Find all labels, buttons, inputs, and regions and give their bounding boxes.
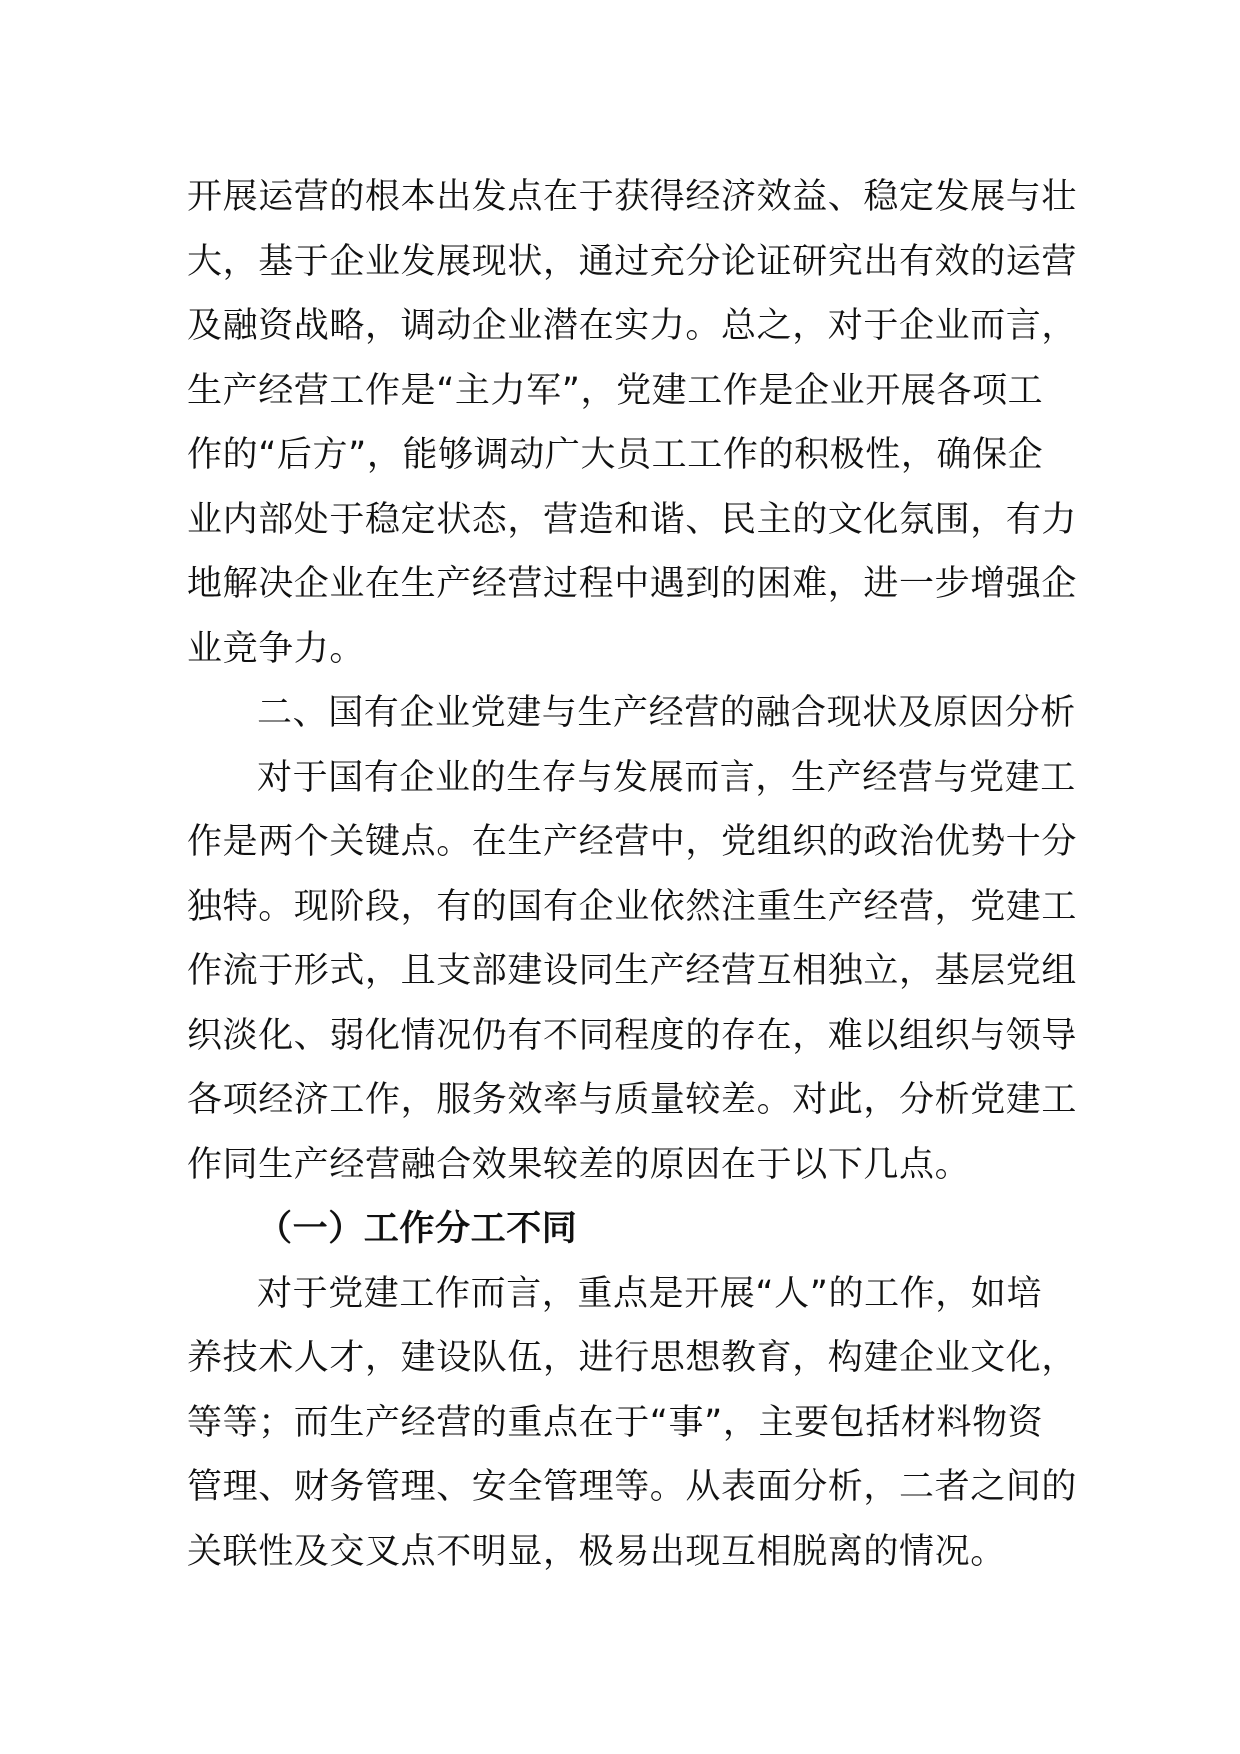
text-line: 等等；而生产经营的重点在于“事”，主要包括材料物资 [187,1402,1044,1443]
text-line: 管理、财务管理、安全管理等。从表面分析，二者之间的 [187,1467,1078,1507]
text-line: 及融资战略，调动企业潜在实力。总之，对于企业而言， [187,306,1078,346]
text-line: 业竞争力。 [187,628,366,669]
text-line: 织淡化、弱化情况仍有不同程度的存在，难以组织与领导 [187,1015,1078,1056]
subsection-heading-text: （一）工作分工不同 [257,1209,578,1249]
document-body [187,165,1078,1584]
text-line: 作的“后方”，能够调动广大员工工作的积极性，确保企 [187,435,1044,475]
text-line: 大，基于企业发展现状，通过充分论证研究出有效的运营 [187,241,1078,282]
text-line: 作同生产经营融合效果较差的原因在于以下几点。 [187,1144,971,1185]
text-line: 养技术人才，建设队伍，进行思想教育，构建企业文化， [187,1338,1078,1378]
text-line: 独特。现阶段，有的国有企业依然注重生产经营，党建工 [187,886,1078,927]
paragraph-continued [187,165,1078,681]
text-line: 地解决企业在生产经营过程中遇到的困难，进一步增强企 [187,564,1078,604]
section-heading [187,681,1076,746]
text-line: 生产经营工作是“主力军”，党建工作是企业开展各项工 [187,370,1044,411]
paragraph [187,746,1078,1198]
paragraph [187,1262,1078,1585]
subsection-heading [187,1197,1063,1262]
text-line: 对于党建工作而言，重点是开展“人”的工作，如培 [257,1273,1043,1314]
text-line: 开展运营的根本出发点在于获得经济效益、稳定发展与壮 [187,177,1078,217]
text-line: 对于国有企业的生存与发展而言，生产经营与党建工 [257,757,1076,798]
text-line: 作是两个关键点。在生产经营中，党组织的政治优势十分 [187,822,1078,862]
section-heading-text: 二、国有企业党建与生产经营的融合现状及原因分析 [257,693,1076,733]
text-line: 各项经济工作，服务效率与质量较差。对此，分析党建工 [187,1080,1078,1120]
text-line: 业内部处于稳定状态，营造和谐、民主的文化氛围，有力 [187,499,1078,540]
text-line: 作流于形式，且支部建设同生产经营互相独立，基层党组 [187,951,1078,991]
text-line: 关联性及交叉点不明显，极易出现互相脱离的情况。 [187,1531,1006,1572]
